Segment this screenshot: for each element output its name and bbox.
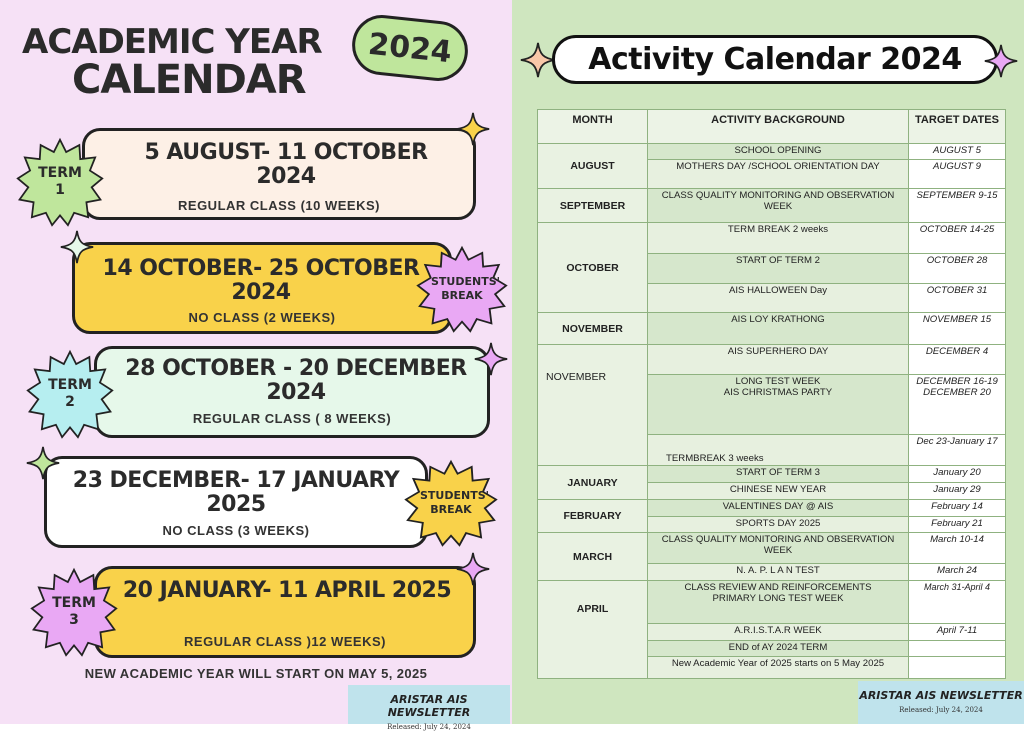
date-cell [909, 657, 1006, 679]
date-cell: DECEMBER 4 [909, 345, 1006, 375]
activity-cell: SPORTS DAY 2025 [648, 517, 909, 533]
sparkle-icon [26, 446, 60, 480]
activity-cell: CHINESE NEW YEAR [648, 483, 909, 500]
activity-cell: START OF TERM 2 [648, 254, 909, 284]
date-cell: OCTOBER 28 [909, 254, 1006, 284]
activity-cell: AIS LOY KRATHONG [648, 313, 909, 345]
newsletter-name: ARISTAR AIS NEWSLETTER [859, 689, 1023, 702]
activity-cell-multi [648, 581, 909, 624]
activity-cell: A.R.I.S.T.A.R WEEK [648, 624, 909, 641]
date-line: DECEMBER 16-19 [916, 376, 998, 387]
newsletter-released: Released: July 24, 2024 [899, 706, 983, 714]
term1-card [82, 128, 476, 220]
month-cell: NOVEMBER [538, 313, 648, 345]
term2-dates: 28 OCTOBER - 20 DECEMBER 2024 [125, 356, 467, 405]
activity-cell: New Academic Year of 2025 starts on 5 May 2025 [648, 657, 909, 679]
break1-badge [416, 246, 508, 332]
activity-cell: END of AY 2024 TERM [648, 641, 909, 657]
term3-badge-label: TERM 3 [52, 595, 96, 628]
month-cell: OCTOBER [538, 223, 648, 313]
activity-cell: CLASS QUALITY MONITORING AND OBSERVATION WEEK [648, 533, 909, 564]
break2-dates: 23 DECEMBER- 17 JANUARY 2025 [72, 468, 400, 517]
month-cell: MARCH [538, 533, 648, 581]
activity-cell: VALENTINES DAY @ AIS [648, 500, 909, 517]
month-cell: APRIL [538, 581, 648, 679]
date-cell: Dec 23-January 17 [909, 435, 1006, 466]
sparkle-icon [474, 342, 508, 376]
date-cell: March 10-14 [909, 533, 1006, 564]
sparkle-icon [984, 44, 1018, 78]
activity-line: AIS CHRISTMAS PARTY [723, 387, 833, 398]
break2-badge [404, 460, 498, 546]
date-cell-multi [909, 375, 1006, 435]
date-cell: February 14 [909, 500, 1006, 517]
break1-badge-label: STUDENTS' BREAK [431, 275, 501, 302]
month-cell: FEBRUARY [538, 500, 648, 533]
date-cell: March 24 [909, 564, 1006, 581]
academic-title-line2: CALENDAR [72, 57, 306, 103]
month-cell: NOVEMBER [538, 345, 648, 466]
date-cell: OCTOBER 14-25 [909, 223, 1006, 254]
activity-line: LONG TEST WEEK [735, 376, 821, 387]
activity-cell: START OF TERM 3 [648, 466, 909, 483]
sparkle-icon [456, 552, 490, 586]
term2-card [94, 346, 490, 438]
activity-title: Activity Calendar 2024 [552, 35, 998, 84]
date-cell: OCTOBER 31 [909, 284, 1006, 313]
sparkle-icon [456, 112, 490, 146]
term3-badge [30, 568, 118, 656]
academic-title-line1: ACADEMIC YEAR [22, 22, 322, 62]
activity-cell: AIS SUPERHERO DAY [648, 345, 909, 375]
term1-subtitle: REGULAR CLASS (10 WEEKS) [178, 198, 380, 213]
year-pill: 2024 [349, 12, 471, 84]
newsletter-name: ARISTAR AIS NEWSLETTER [387, 693, 471, 719]
date-cell: February 21 [909, 517, 1006, 533]
term2-badge-label: TERM 2 [48, 377, 92, 410]
activity-calendar-panel [512, 0, 1024, 724]
date-cell: AUGUST 9 [909, 160, 1006, 189]
sparkle-icon [60, 230, 94, 264]
date-cell: March 31-April 4 [909, 581, 1006, 624]
activity-cell: SCHOOL OPENING [648, 144, 909, 160]
date-cell: January 20 [909, 466, 1006, 483]
break2-subtitle: NO CLASS (3 WEEKS) [162, 523, 310, 538]
activity-line: PRIMARY LONG TEST WEEK [712, 593, 844, 604]
activity-cell: AIS HALLOWEEN Day [648, 284, 909, 313]
term2-badge [26, 350, 114, 438]
activity-cell: CLASS QUALITY MONITORING AND OBSERVATION WEEK [648, 189, 909, 223]
term2-subtitle: REGULAR CLASS ( 8 WEEKS) [192, 411, 392, 426]
term3-card [94, 566, 476, 658]
date-cell [909, 641, 1006, 657]
month-cell: AUGUST [538, 144, 648, 189]
header-target-dates: TARGET DATES [909, 110, 1006, 144]
term3-dates: 20 JANUARY- 11 APRIL 2025 [122, 578, 452, 603]
header-month: MONTH [538, 110, 648, 144]
activity-cell: N. A. P. L A N TEST [648, 564, 909, 581]
term1-badge [16, 138, 104, 226]
break2-card [44, 456, 428, 548]
term1-dates: 5 AUGUST- 11 OCTOBER 2024 [144, 140, 428, 189]
date-cell: NOVEMBER 15 [909, 313, 1006, 345]
activity-line: CLASS REVIEW AND REINFORCEMENTS [684, 582, 872, 593]
date-cell: January 29 [909, 483, 1006, 500]
header-activity: ACTIVITY BACKGROUND [648, 110, 909, 144]
newsletter-released: Released: July 24, 2024 [387, 723, 471, 731]
activity-cell-multi [648, 375, 909, 435]
date-line: DECEMBER 20 [923, 387, 991, 398]
date-cell: SEPTEMBER 9-15 [909, 189, 1006, 223]
date-cell: AUGUST 5 [909, 144, 1006, 160]
new-year-note: NEW ACADEMIC YEAR WILL START ON MAY 5, 2025 [84, 666, 428, 681]
break1-card [72, 242, 452, 334]
sparkle-icon [520, 42, 556, 78]
break1-subtitle: NO CLASS (2 WEEKS) [188, 310, 336, 325]
month-cell: JANUARY [538, 466, 648, 500]
newsletter-stamp [348, 685, 510, 731]
newsletter-stamp [858, 681, 1024, 724]
activity-cell: TERMBREAK 3 weeks [648, 435, 909, 466]
break1-dates: 14 OCTOBER- 25 OCTOBER 2024 [102, 256, 420, 305]
date-cell: April 7-11 [909, 624, 1006, 641]
month-cell: SEPTEMBER [538, 189, 648, 223]
term3-subtitle: REGULAR CLASS )12 WEEKS) [184, 634, 386, 649]
activity-cell: TERM BREAK 2 weeks [648, 223, 909, 254]
break2-badge-label: STUDENTS' BREAK [420, 489, 490, 516]
activity-cell: MOTHERS DAY /SCHOOL ORIENTATION DAY [648, 160, 909, 189]
term1-badge-label: TERM 1 [38, 165, 82, 198]
activity-table [537, 109, 1006, 679]
